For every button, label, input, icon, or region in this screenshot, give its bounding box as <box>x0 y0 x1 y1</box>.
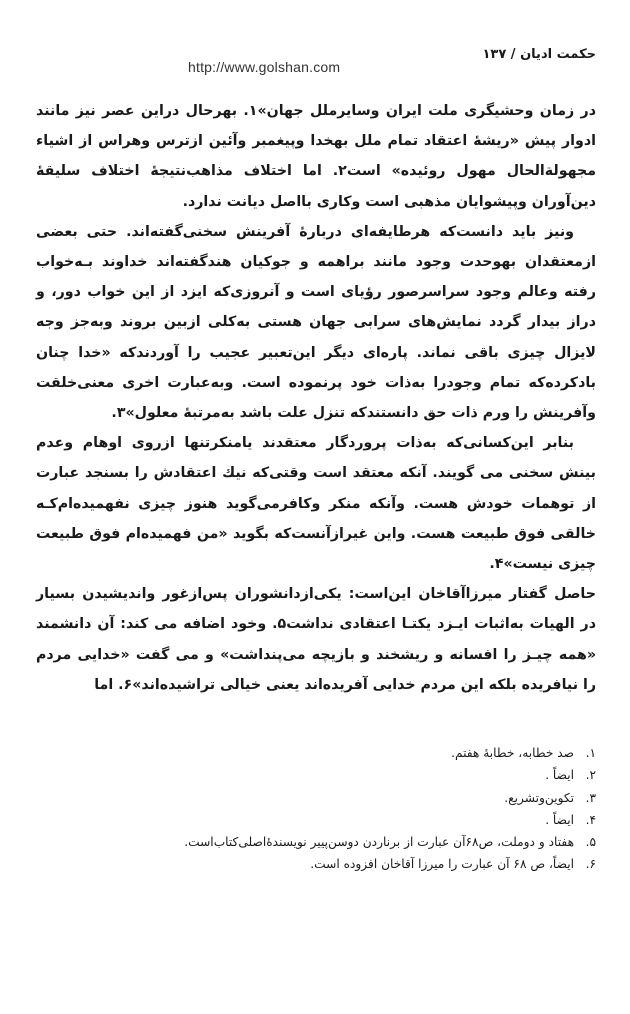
paragraph: ونیز باید دانست‌که هرطایفه‌ای دربارهٔ آفرینش سخنی‌گفته‌اند. حتی بعضی ازمعتقدان بهوحدت وجود مانند براهمه و جوکیان هندگفته‌اند خداوند بـه‌خواب رفته وعالم وجود سراسرصور رؤیای است و آنروزی‌که ایزد از این خواب دور، و دراز بیدار گردد نمایش‌های سرابی جهان هستی به‌کلی ازبین بروند وبه‌جز وجه لایزال چیزی باقی نماند. پاره‌ای دیگر این‌تعبیر عجیب را آوردند‌که «خدا چنان بادکرده‌که تمام وجودرا به‌ذات خود پرنموده است. وبه‌عبارت اخری معنی‌خلقت وآفرینش را ورم ذات حق دانستند‌که تنزل علت باشد به‌مرتبهٔ معلول»۳. <box>36 223 596 422</box>
footnote-number: ۵. <box>585 835 596 850</box>
footnote <box>36 853 596 875</box>
main-text <box>36 96 596 700</box>
footnote-number: ۴. <box>585 812 596 827</box>
footnote-text: ایضاً، ص ۶۸ آن عبارت را میرزا آقاخان افزوده است. <box>310 857 574 872</box>
running-header: حکمت ادیان / ۱۳۷ <box>482 47 596 62</box>
footnote <box>36 787 596 809</box>
paragraph: بنابر این‌کسانی‌که به‌ذات پروردگار معتقدند یامنکرتنها ازروی اوهام وعدم بینش سخنی می گویند. آنکه معتقد است وقتی‌که نیك اعتقادش را بسنجد عبارت از توهمات خودش هست. وآنکه منکر وکافرمی‌گوید هنوز چیزی نفهمیده‌ام‌کـه خالقی فوق طبیعت هست. واین غیرازآنست‌که بگوید «من فهمیده‌ام فوق طبیعت چیزی نیست»۴. <box>36 435 596 573</box>
footnote-number: ۱. <box>585 746 596 760</box>
footnote <box>36 764 596 786</box>
footnote-number: ۳. <box>585 790 596 805</box>
footnote-text: صد خطابه، خطابهٔ هفتم. <box>451 746 574 760</box>
footnote-text: ایضاً . <box>545 812 574 827</box>
footnote <box>36 831 596 853</box>
footnote-text: هفتاد و دوملت، ص۶۸آن عبارت از برناردن دوسن‌پییر نویسندهٔ‌اصلی‌کتاب‌است. <box>184 835 574 850</box>
footnote-number: ۶. <box>585 857 596 872</box>
footnote <box>36 742 596 764</box>
paragraph: در زمان وحشیگری ملت ایران وسایرملل جهان»۱. بهرحال دراین عصر نیز مانند ادوار پیش «ریشهٔ اعتقاد تمام ملل بهخدا وپیغمبر وآئین ازترس وهراس از اشیاء مجهولةالحال مهول روئیده» است۲. اما اختلاف مذاهب‌نتیجهٔ اختلاف سلیقهٔ دین‌آوران وپیشوایان مذهبی است وکاری بااصل دیانت ندارد. <box>36 103 596 210</box>
footnote-text: ایضاً . <box>545 768 574 783</box>
footnote <box>36 809 596 831</box>
paragraph: حاصل گفتار میرزاآقاخان این‌است: یکی‌ازدانشوران پس‌ازغور واندیشیدن بسیار در الهیات به‌اثبات ایـزد یکتـا اعتقادی نداشت۵. وخود اضافه می کند: آن دانشمند «همه چیـز را افسانه و ریشخند و بازیچه می‌پنداشت» و می گفت «خدایی مردم را نیافریده بلکه این مردم خدایی آفریده‌اند یعنی خیالی تراشیده‌اند»۶. اما <box>36 586 596 693</box>
source-url-watermark: http://www.golshan.com <box>188 59 341 75</box>
footnote-number: ۲. <box>585 768 596 783</box>
footnote-text: تکوین‌وتشریع. <box>504 790 574 805</box>
footnotes <box>36 742 596 876</box>
